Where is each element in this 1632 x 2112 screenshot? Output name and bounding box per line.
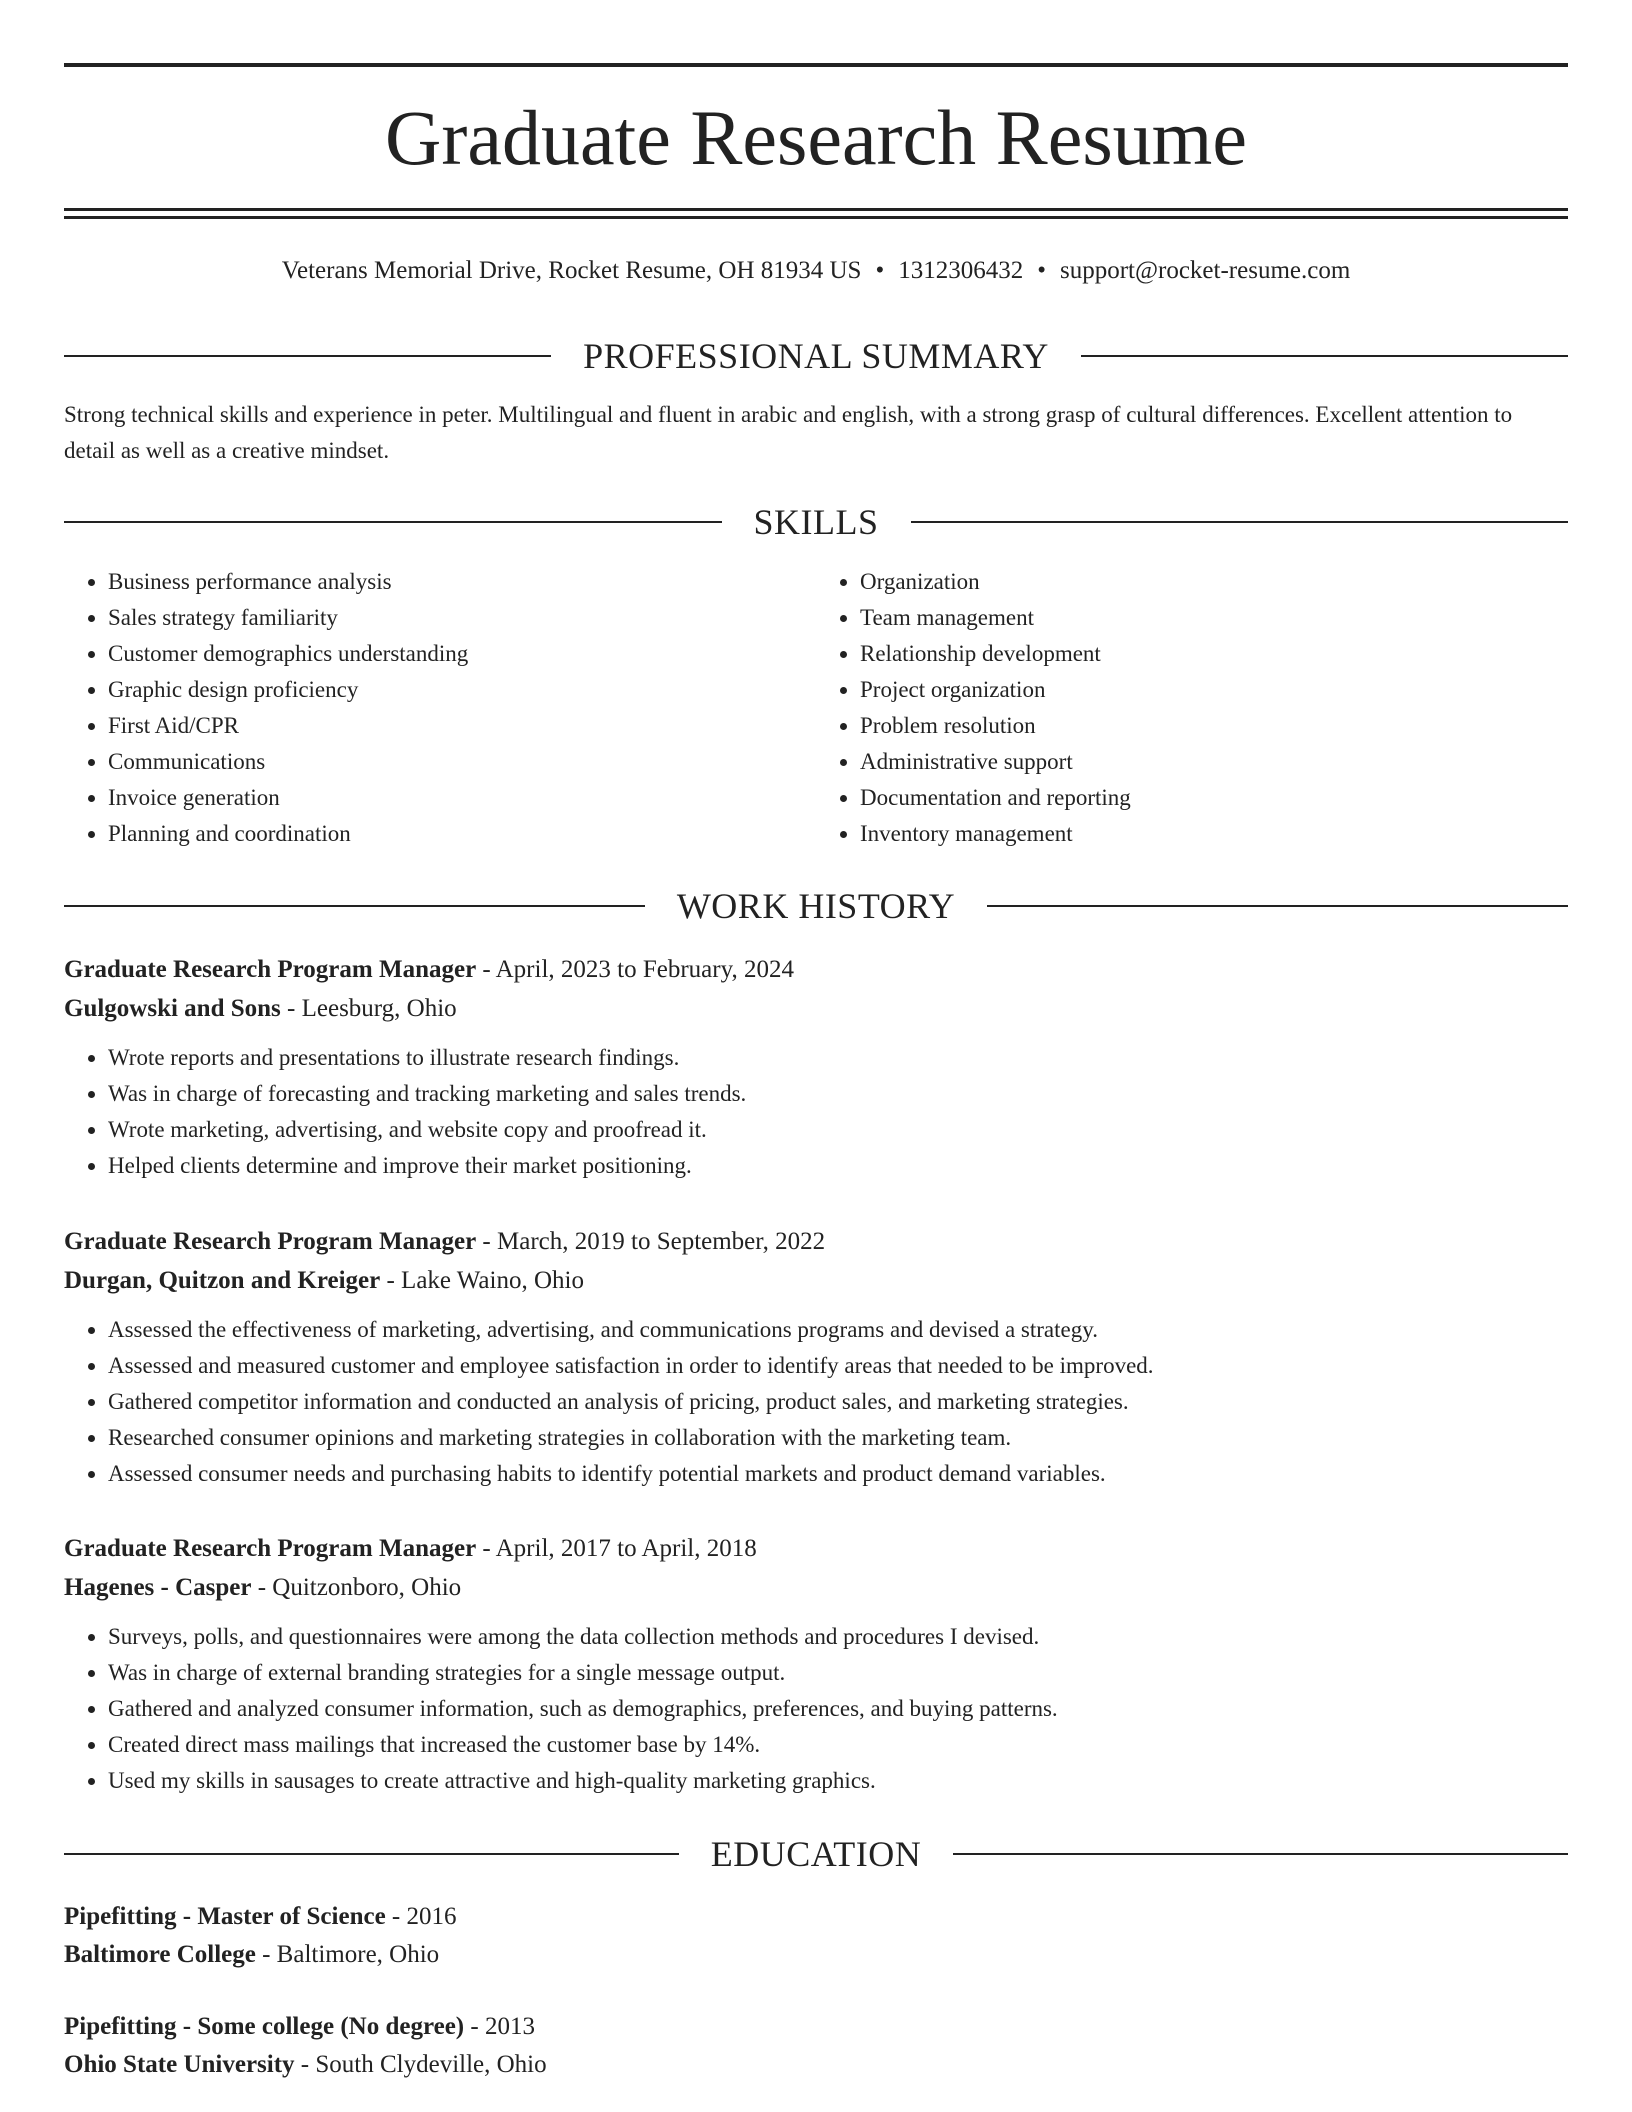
job-bullets — [64, 1619, 1568, 1799]
section-rule — [987, 905, 1568, 907]
job-title: Graduate Research Program Manager — [64, 1228, 477, 1255]
job-entry — [64, 1529, 1568, 1799]
job-title-line — [64, 950, 1568, 989]
title-rule-lower — [64, 216, 1568, 219]
job-bullet: • Gathered competitor information and conducted an analysis of pricing, product sales, and marketing strategies. — [108, 1384, 1568, 1420]
summary-text: Strong technical skills and experience in peter. Multilingual and fluent in arabic and english, with a strong grasp of cultural differences. Excellent attention to detail as well as a creative mindset. — [64, 402, 1513, 463]
job-dates: - March, 2019 to September, 2022 — [476, 1228, 826, 1255]
skill-item: • Communications — [108, 744, 816, 780]
education-year: - 2016 — [385, 1903, 457, 1930]
job-entry — [64, 1222, 1568, 1492]
section-rule — [1081, 355, 1568, 357]
section-header-education — [64, 1834, 1568, 1874]
education-location: - Baltimore, Ohio — [255, 1941, 440, 1968]
job-location: - Quitzonboro, Ohio — [251, 1574, 462, 1601]
education-entry — [64, 1898, 1568, 1974]
resume-title: Graduate Research Resume — [385, 94, 1247, 181]
skill-item: • Project organization — [860, 672, 1568, 708]
education-year: - 2013 — [464, 2013, 535, 2040]
section-header-summary — [64, 336, 1568, 376]
section-rule — [953, 1853, 1568, 1855]
job-company-line — [64, 1568, 1568, 1607]
skill-item: • Sales strategy familiarity — [108, 600, 816, 636]
section-rule — [64, 521, 722, 523]
skill-item: • First Aid/CPR — [108, 708, 816, 744]
education-entry — [64, 2008, 1568, 2084]
skill-item: • Invoice generation — [108, 780, 816, 816]
education-school-line — [64, 2046, 1568, 2084]
contact-phone: 1312306432 — [898, 257, 1024, 284]
job-bullet: • Surveys, polls, and questionnaires were among the data collection methods and procedures I devised. — [108, 1619, 1568, 1655]
education-degree: Pipefitting - Master of Science — [64, 1903, 386, 1930]
skill-item: • Inventory management — [860, 816, 1568, 852]
job-entry — [64, 950, 1568, 1184]
skill-item: • Organization — [860, 564, 1568, 600]
job-company: Hagenes - Casper — [64, 1574, 252, 1601]
job-location: - Leesburg, Ohio — [280, 995, 457, 1022]
education-location: - South Clydeville, Ohio — [294, 2051, 547, 2078]
section-rule — [64, 1853, 679, 1855]
job-company-line — [64, 989, 1568, 1028]
job-title-line — [64, 1222, 1568, 1261]
section-title-work: WORK HISTORY — [676, 886, 956, 926]
contact-address: Veterans Memorial Drive, Rocket Resume, OH 81934 US — [281, 257, 862, 284]
section-header-skills — [64, 502, 1568, 542]
job-title: Graduate Research Program Manager — [64, 956, 477, 983]
job-title-line — [64, 1529, 1568, 1568]
contact-email[interactable]: support@rocket-resume.com — [1059, 257, 1351, 284]
section-title-summary: PROFESSIONAL SUMMARY — [583, 336, 1049, 376]
skills-column-right — [816, 564, 1568, 852]
section-rule — [64, 355, 551, 357]
job-dates: - April, 2017 to April, 2018 — [476, 1535, 757, 1562]
job-bullet: • Helped clients determine and improve their market positioning. — [108, 1148, 1568, 1184]
section-title-education: EDUCATION — [710, 1834, 922, 1874]
job-bullets — [64, 1040, 1568, 1184]
job-company-line — [64, 1261, 1568, 1300]
skill-item: • Planning and coordination — [108, 816, 816, 852]
job-location: - Lake Waino, Ohio — [380, 1267, 584, 1294]
education-school-line — [64, 1936, 1568, 1974]
skill-item: • Customer demographics understanding — [108, 636, 816, 672]
job-bullet: • Researched consumer opinions and marketing strategies in collaboration with the marketing team. — [108, 1420, 1568, 1456]
contact-line — [64, 254, 1568, 288]
skill-item: • Relationship development — [860, 636, 1568, 672]
skills-column-left — [64, 564, 816, 852]
job-bullet: • Assessed the effectiveness of marketing, advertising, and communications programs and devised a strategy. — [108, 1312, 1568, 1348]
education-degree-line — [64, 1898, 1568, 1936]
job-bullet: • Gathered and analyzed consumer information, such as demographics, preferences, and buying patterns. — [108, 1691, 1568, 1727]
job-bullets — [64, 1312, 1568, 1492]
job-bullet: • Was in charge of forecasting and tracking marketing and sales trends. — [108, 1076, 1568, 1112]
job-company: Gulgowski and Sons — [64, 995, 281, 1022]
skill-item: • Documentation and reporting — [860, 780, 1568, 816]
job-bullet: • Wrote marketing, advertising, and website copy and proofread it. — [108, 1112, 1568, 1148]
skill-item: • Graphic design proficiency — [108, 672, 816, 708]
job-title: Graduate Research Program Manager — [64, 1535, 477, 1562]
job-bullet: • Wrote reports and presentations to illustrate research findings. — [108, 1040, 1568, 1076]
job-bullet: • Used my skills in sausages to create attractive and high-quality marketing graphics. — [108, 1763, 1568, 1799]
section-rule — [911, 521, 1569, 523]
job-bullet: • Assessed and measured customer and employee satisfaction in order to identify areas that needed to be improved. — [108, 1348, 1568, 1384]
skills-list — [64, 564, 1568, 852]
skill-item: • Administrative support — [860, 744, 1568, 780]
contact-separator: • — [875, 257, 885, 284]
section-title-skills: SKILLS — [753, 502, 879, 542]
job-bullet: • Assessed consumer needs and purchasing habits to identify potential markets and product demand variables. — [108, 1456, 1568, 1492]
education-school: Ohio State University — [64, 2051, 295, 2078]
skill-item: • Business performance analysis — [108, 564, 816, 600]
top-rule — [64, 63, 1568, 67]
skill-item: • Team management — [860, 600, 1568, 636]
education-school: Baltimore College — [64, 1941, 256, 1968]
job-dates: - April, 2023 to February, 2024 — [476, 956, 794, 983]
education-degree: Pipefitting - Some college (No degree) — [64, 2013, 465, 2040]
skill-item: • Problem resolution — [860, 708, 1568, 744]
job-bullet: • Created direct mass mailings that increased the customer base by 14%. — [108, 1727, 1568, 1763]
contact-separator: • — [1037, 257, 1046, 284]
job-bullet: • Was in charge of external branding strategies for a single message output. — [108, 1655, 1568, 1691]
section-rule — [64, 905, 645, 907]
job-company: Durgan, Quitzon and Kreiger — [64, 1267, 381, 1294]
section-header-work — [64, 886, 1568, 926]
title-rule-upper — [64, 208, 1568, 211]
education-degree-line — [64, 2008, 1568, 2046]
